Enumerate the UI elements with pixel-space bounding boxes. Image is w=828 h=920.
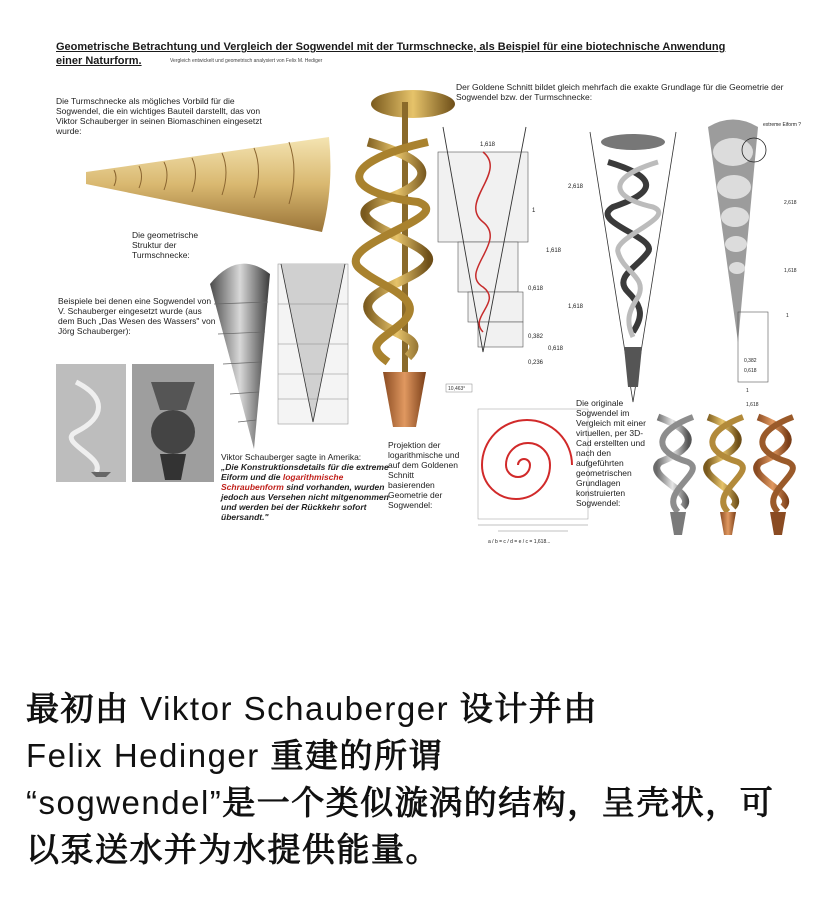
ratio-label-8: 0,382 xyxy=(528,334,544,340)
original-vs-virtual-sogwendel-images xyxy=(648,407,803,542)
ratio-label-3: 2,618 xyxy=(568,184,584,190)
caption-part2: 设计并由 xyxy=(459,690,598,727)
schauberger-quote xyxy=(221,452,389,522)
golden-ratio-text: Der Goldene Schnitt bildet gleich mehrfach die exakte Grundlage für die Geometrie der Sogwendel bzw. der Turmschnecke: xyxy=(456,82,784,102)
shell-cross-section-diagram xyxy=(678,112,803,412)
caption-part1: 最初由 xyxy=(26,690,130,727)
original-comparison-text: Die originale Sogwendel im Vergleich mit einer virtuellen, per 3D-Cad erstellten und nach den aufgeführten geometrischen Grundlagen konstruierten Sogwendel: xyxy=(576,398,646,508)
quote-intro: Viktor Schauberger sagte in Amerika: xyxy=(221,452,362,462)
projection-text: Projektion der logarithmische und auf dem Goldenen Schnitt basierenden Geometrie der Sogwendel: xyxy=(388,440,460,510)
quote-red-part: logarithmische Schraubenform xyxy=(221,472,344,492)
golden-ratio-cone-diagram xyxy=(428,112,584,402)
angle-label-left: 10,463° xyxy=(448,386,466,392)
shell-dim-7: 1,618 xyxy=(746,402,759,408)
article-caption xyxy=(26,686,786,873)
geometric-structure-text: Die geometrische Struktur der Turmschnecke: xyxy=(132,230,199,260)
shell-dim-4: 0,382 xyxy=(744,358,757,364)
spiral-formula: a / b = c / d = e / c = 1,618... xyxy=(488,539,551,545)
logarithmic-spiral-diagram xyxy=(458,407,593,547)
horizontal-snail-shell-image xyxy=(84,132,334,242)
shell-dim-1: 2,618 xyxy=(784,200,797,206)
quote-part-a: „Die Konstruktionsdetails für die extreme Eiform und die xyxy=(221,462,389,482)
poster-title-line1: Geometrische Betrachtung und Vergleich der Sogwendel mit der Turmschnecke, als Beispiel für eine biotechnische Anwendung xyxy=(56,41,726,53)
historical-photos xyxy=(56,362,216,492)
quote-part-b: sind vorhanden, wurden jedoch aus Versehen nicht mitgenommen und werden bei der Rückkehr sofort übersandt." xyxy=(221,482,389,522)
infographic-poster xyxy=(28,32,800,552)
ratio-label-5: 0,618 xyxy=(528,286,544,292)
shell-dim-5: 0,618 xyxy=(744,368,757,374)
shell-dim-3: 1 xyxy=(786,313,789,319)
caption-name-felix: Felix Hedinger xyxy=(26,736,260,774)
poster-title-line2: einer Naturform. xyxy=(56,55,142,67)
poster-credit: Vergleich entwickelt und geometrisch analysiert von Felix M. Hediger xyxy=(170,58,323,64)
caption-part3: 重建的所谓 xyxy=(270,736,443,774)
shell-label: extreme Eiform ? xyxy=(763,122,802,128)
shell-dim-6: 1 xyxy=(746,388,749,394)
shell-dim-2: 1,618 xyxy=(784,268,797,274)
examples-text: Beispiele bei denen eine Sogwendel von V. Schauberger eingesetzt wurde (aus dem Buch „Das Wesen des Wassers" von Jörg Schauberger): xyxy=(58,296,216,336)
ratio-label-4: 1,618 xyxy=(546,248,562,254)
gray-sogwendel-cone-image xyxy=(588,122,678,412)
snail-geometry-diagram xyxy=(208,244,353,464)
snail-intro-text: Die Turmschnecke als mögliches Vorbild für die Sogwendel, die ein wichtiges Bauteil darstellt, das von Viktor Schauberger in seinen Biomaschinen eingesetzt wurde: xyxy=(56,96,262,136)
ratio-label-9: 0,618 xyxy=(548,346,564,352)
ratio-label-11: 0,236 xyxy=(528,360,544,366)
caption-part4: 是一个类似漩涡的结构，呈壳状，可以泵送水并为水提供能量。 xyxy=(26,783,775,868)
ratio-label-1: 1,618 xyxy=(480,142,496,148)
caption-name-viktor: Viktor Schauberger xyxy=(140,690,450,727)
caption-quoted-term: “sogwendel” xyxy=(26,783,223,821)
ratio-label-6: 1,618 xyxy=(568,304,584,310)
ratio-label-2: 1 xyxy=(532,208,536,214)
